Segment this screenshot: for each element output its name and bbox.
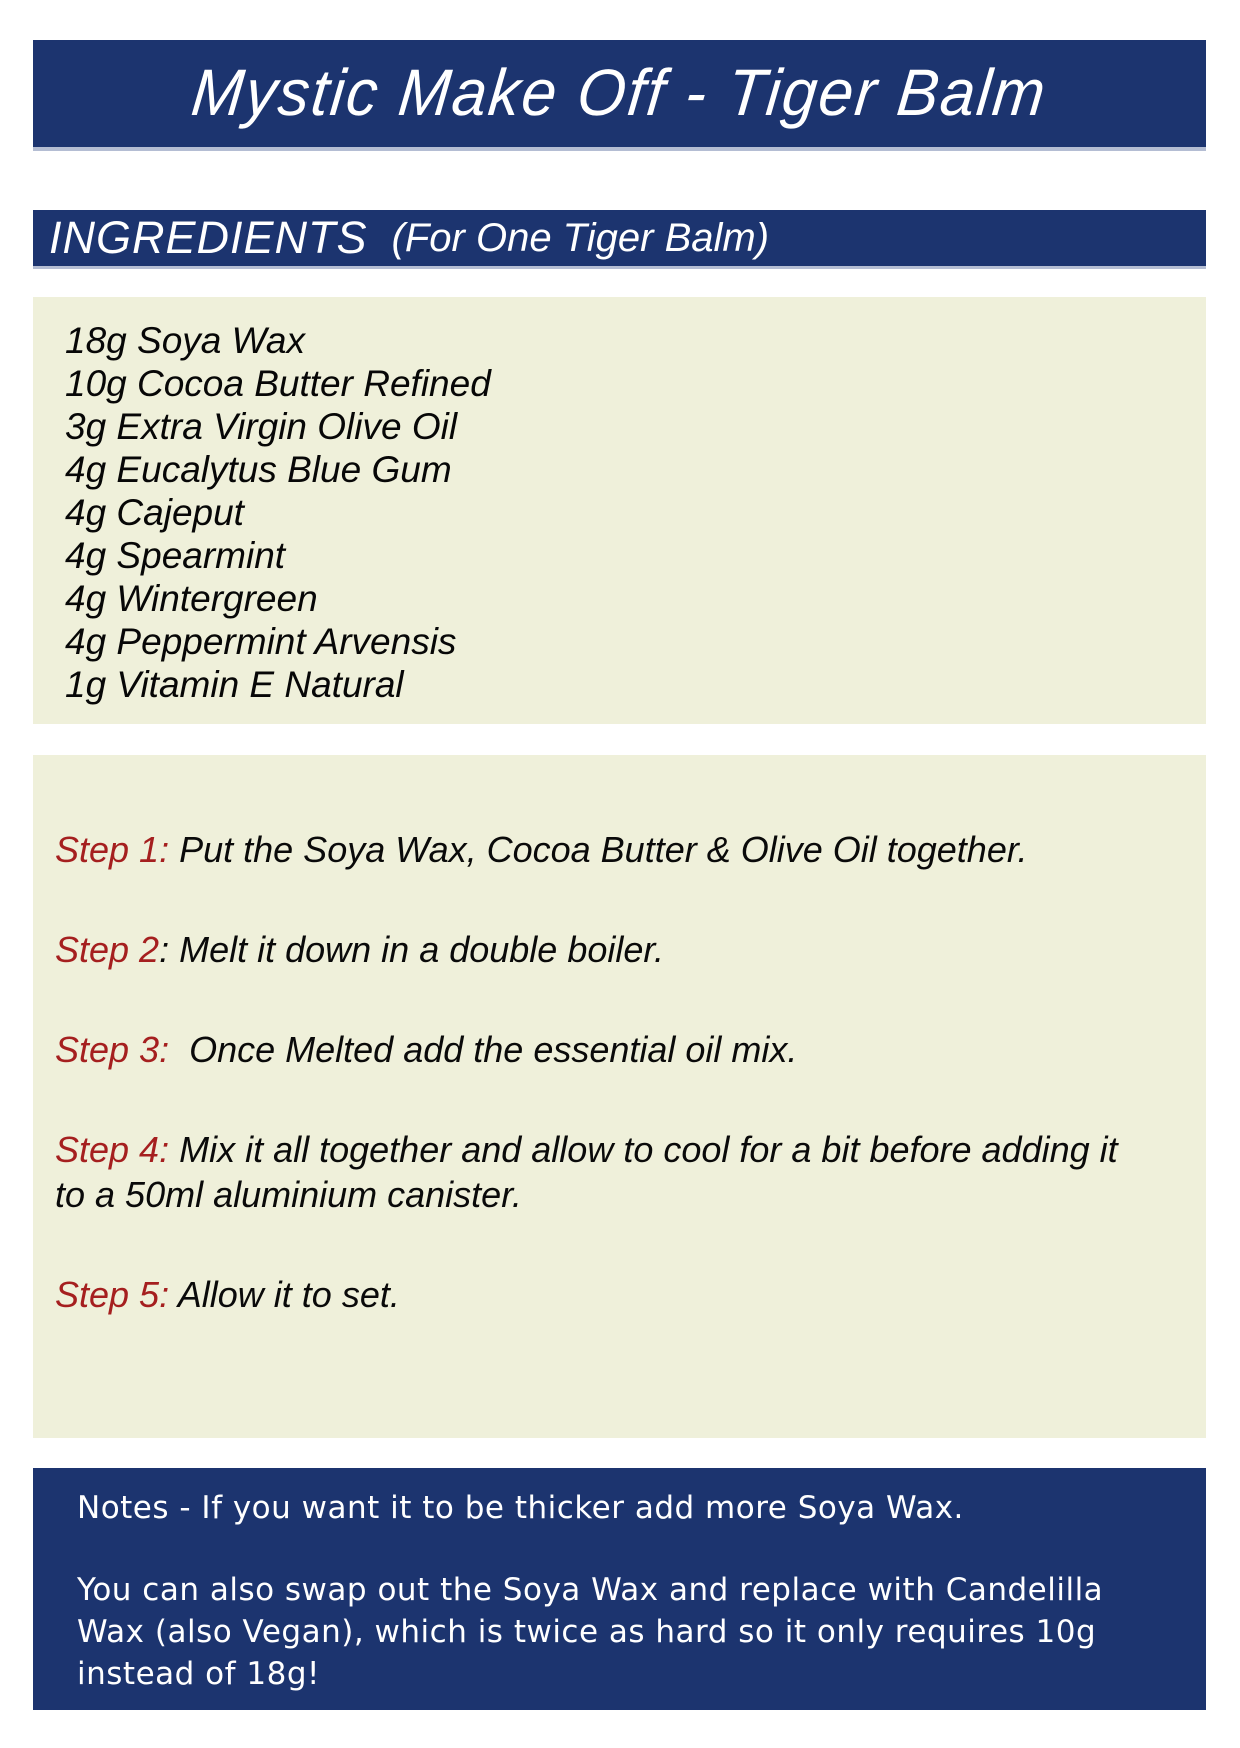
ingredients-list (65, 319, 1186, 706)
ingredient-item: 4g Spearmint (65, 535, 286, 576)
steps-box (33, 755, 1206, 1438)
ingredient-item: 1g Vitamin E Natural (65, 664, 404, 705)
ingredients-heading-note: (For One Tiger Balm) (391, 215, 770, 260)
step-label: Step 3: (55, 1029, 170, 1070)
steps-list (55, 827, 1128, 1317)
ingredient-item: 18g Soya Wax (65, 320, 305, 361)
ingredients-header-bar (33, 210, 1206, 266)
ingredients-heading: INGREDIENTS (49, 212, 368, 263)
step-item (55, 927, 1121, 972)
notes-body (77, 1487, 1186, 1695)
page-title: Mystic Make Off - Tiger Balm (188, 56, 1051, 131)
notes-paragraph: You can also swap out the Soya Wax and replace with Candelilla Wax (also Vegan), which is twice as hard so it only requires 10g instead of 18g! (77, 1572, 1104, 1692)
step-label: Step 2 (55, 929, 160, 970)
step-label: Step 4: (55, 1129, 170, 1170)
step-text: Allow it to set. (169, 1274, 400, 1315)
ingredient-item: 4g Peppermint Arvensis (65, 621, 457, 662)
step-label: Step 5: (55, 1274, 170, 1315)
step-item (55, 1127, 1128, 1217)
ingredient-item: 4g Eucalytus Blue Gum (65, 449, 452, 490)
step-item (55, 1272, 1121, 1317)
ingredient-item: 3g Extra Virgin Olive Oil (65, 406, 458, 447)
step-label: Step 1: (55, 829, 170, 870)
ingredients-box (33, 297, 1206, 724)
ingredient-item: 10g Cocoa Butter Refined (65, 363, 491, 404)
ingredient-item: 4g Cajeput (65, 492, 244, 533)
title-banner (33, 40, 1206, 147)
step-text: : Melt it down in a double boiler. (159, 929, 665, 970)
step-item (55, 827, 1121, 872)
step-text: Once Melted add the essential oil mix. (169, 1029, 798, 1070)
notes-box (33, 1468, 1206, 1710)
step-item (55, 1027, 1121, 1072)
step-text: Put the Soya Wax, Cocoa Butter & Olive Oil together. (169, 829, 1028, 870)
ingredient-item: 4g Wintergreen (65, 578, 318, 619)
notes-paragraph: Notes - If you want it to be thicker add more Soya Wax. (77, 1490, 964, 1526)
step-text: Mix it all together and allow to cool for a bit before adding it to a 50ml aluminium canister. (55, 1129, 1128, 1215)
